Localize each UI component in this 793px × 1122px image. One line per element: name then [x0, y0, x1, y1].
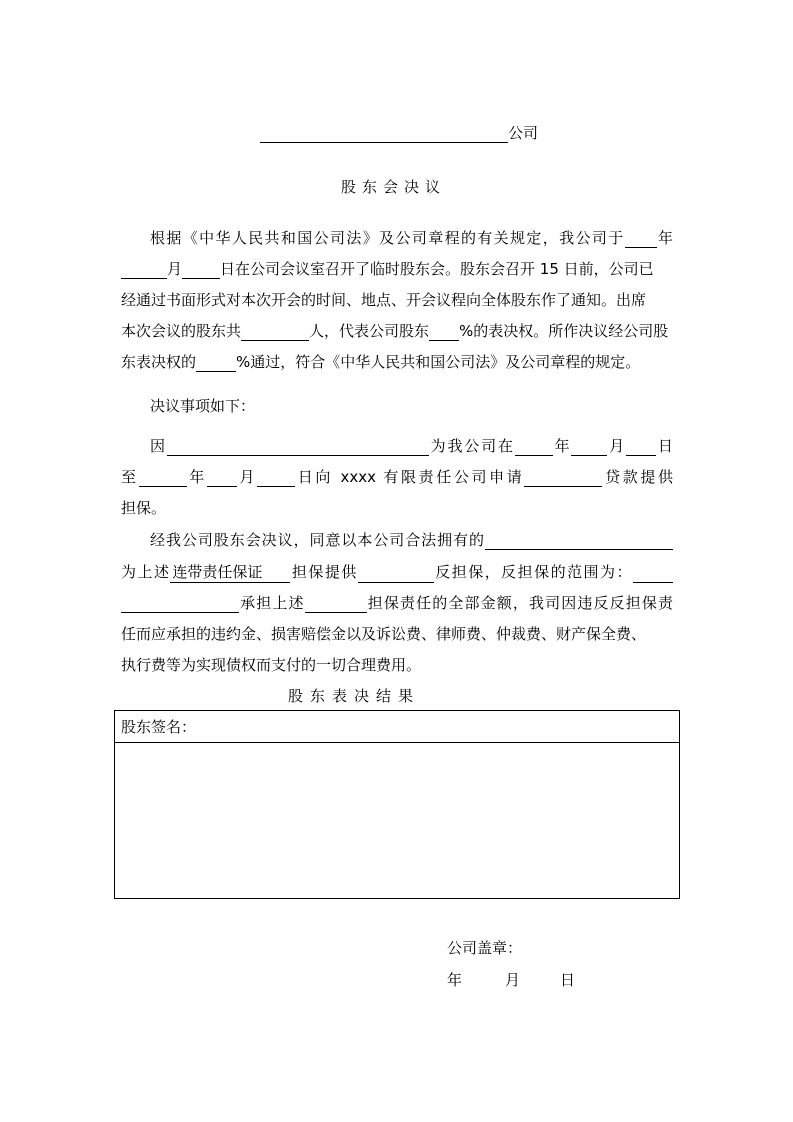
- voting-percent-blank: [429, 324, 459, 341]
- loan-amount-blank: [524, 470, 602, 487]
- p2-text: 日: [656, 437, 673, 455]
- p2-text: 月: [236, 468, 258, 486]
- p3-text: 担保提供: [290, 563, 358, 581]
- end-month-blank: [207, 470, 237, 487]
- pass-percent-blank: [196, 355, 236, 372]
- start-day-blank: [626, 439, 656, 456]
- p1-text: %通过，符合《中华人民共和国公司法》及公司章程的规定。: [236, 353, 641, 371]
- company-suffix: 公司: [508, 124, 539, 142]
- p1-text: 本次会议的股东共: [121, 322, 242, 340]
- company-name-blank: [260, 126, 508, 143]
- signature-table: [114, 710, 680, 899]
- p3-line-4: 任而应承担的违约金、损害赔偿金以及诉讼费、律师费、仲裁费、财产保全费、: [121, 625, 647, 643]
- p2-text: 贷款提供: [602, 468, 673, 486]
- guarantee-type-filled: 连带责任保证: [172, 563, 263, 581]
- counter-guarantee-blank: [358, 566, 434, 583]
- p2-text: 为我公司在: [428, 437, 515, 455]
- p2-line-1: [150, 436, 673, 456]
- p2-text: 月: [607, 437, 627, 455]
- p1-text: 年: [656, 229, 673, 247]
- p2-text: 因: [150, 437, 167, 455]
- p3-text: 反担保，反担保的范围为：: [433, 563, 633, 581]
- p3-text: 承担上述: [239, 594, 305, 612]
- day-blank: [182, 262, 220, 279]
- p1-line-2: [121, 259, 654, 279]
- date-day: 日: [560, 971, 576, 989]
- asset-blank: [485, 533, 673, 550]
- result-title: 股东表决结果: [288, 687, 421, 705]
- p1-text: 月: [167, 260, 183, 278]
- p2-line-3: 担保。: [121, 499, 167, 517]
- month-blank: [121, 262, 167, 279]
- company-header: [260, 123, 538, 143]
- p1-line-3: 经通过书面形式对本次开会的时间、地点、开会议程向全体股东作了通知。出席: [121, 291, 647, 309]
- signature-area[interactable]: [115, 743, 679, 898]
- p1-text: 日在公司会议室召开了临时股东会。股东会召开 15 日前，公司已: [220, 260, 654, 278]
- p1-text: %的表决权。所作决议经公司股: [459, 322, 669, 340]
- start-month-blank: [571, 439, 607, 456]
- matters-intro: 决议事项如下：: [150, 397, 256, 415]
- p1-text: 人，代表公司股东: [309, 322, 430, 340]
- p2-text: 日向 xxxx 有限责任公司申请: [295, 468, 525, 486]
- date-month: 月: [505, 971, 521, 989]
- p3-text: 为上述: [121, 563, 171, 581]
- date-year: 年: [447, 971, 463, 989]
- p1-line-1: [150, 228, 673, 248]
- seal-label: 公司盖章：: [447, 939, 523, 957]
- p1-text: 东表决权的: [121, 353, 197, 371]
- reason-blank: [167, 439, 429, 456]
- p3-line-2: [121, 562, 673, 583]
- guarantee-blank: [305, 596, 367, 613]
- p2-text: 年: [552, 437, 572, 455]
- p3-text: 担保责任的全部金额，我司因违反反担保责: [366, 594, 673, 612]
- guarantee-type-blank: [264, 566, 290, 583]
- end-day-blank: [257, 470, 295, 487]
- year-blank: [625, 231, 657, 248]
- p3-line-1: [150, 530, 673, 550]
- shareholder-count-blank: [241, 324, 309, 341]
- p1-text: 根据《中华人民共和国公司法》及公司章程的有关规定，我公司于: [150, 229, 625, 247]
- scope-blank-b: [121, 596, 239, 613]
- p3-line-3: [121, 593, 673, 613]
- scope-blank-a: [633, 566, 673, 583]
- p2-text: 至: [121, 468, 139, 486]
- p1-line-4: [121, 321, 668, 341]
- end-year-blank: [139, 470, 187, 487]
- p3-line-5: 执行费等为实现债权而支付的一切合理费用。: [121, 656, 422, 674]
- p3-text: 经我公司股东会决议，同意以本公司合法拥有的: [150, 531, 485, 549]
- page-title: 股东会决议: [341, 178, 447, 196]
- p2-line-2: [121, 467, 673, 487]
- p2-text: 年: [186, 468, 207, 486]
- p1-line-5: [121, 352, 640, 372]
- signature-label: 股东签名：: [115, 711, 679, 743]
- start-year-blank: [515, 439, 553, 456]
- date-line: [447, 970, 575, 990]
